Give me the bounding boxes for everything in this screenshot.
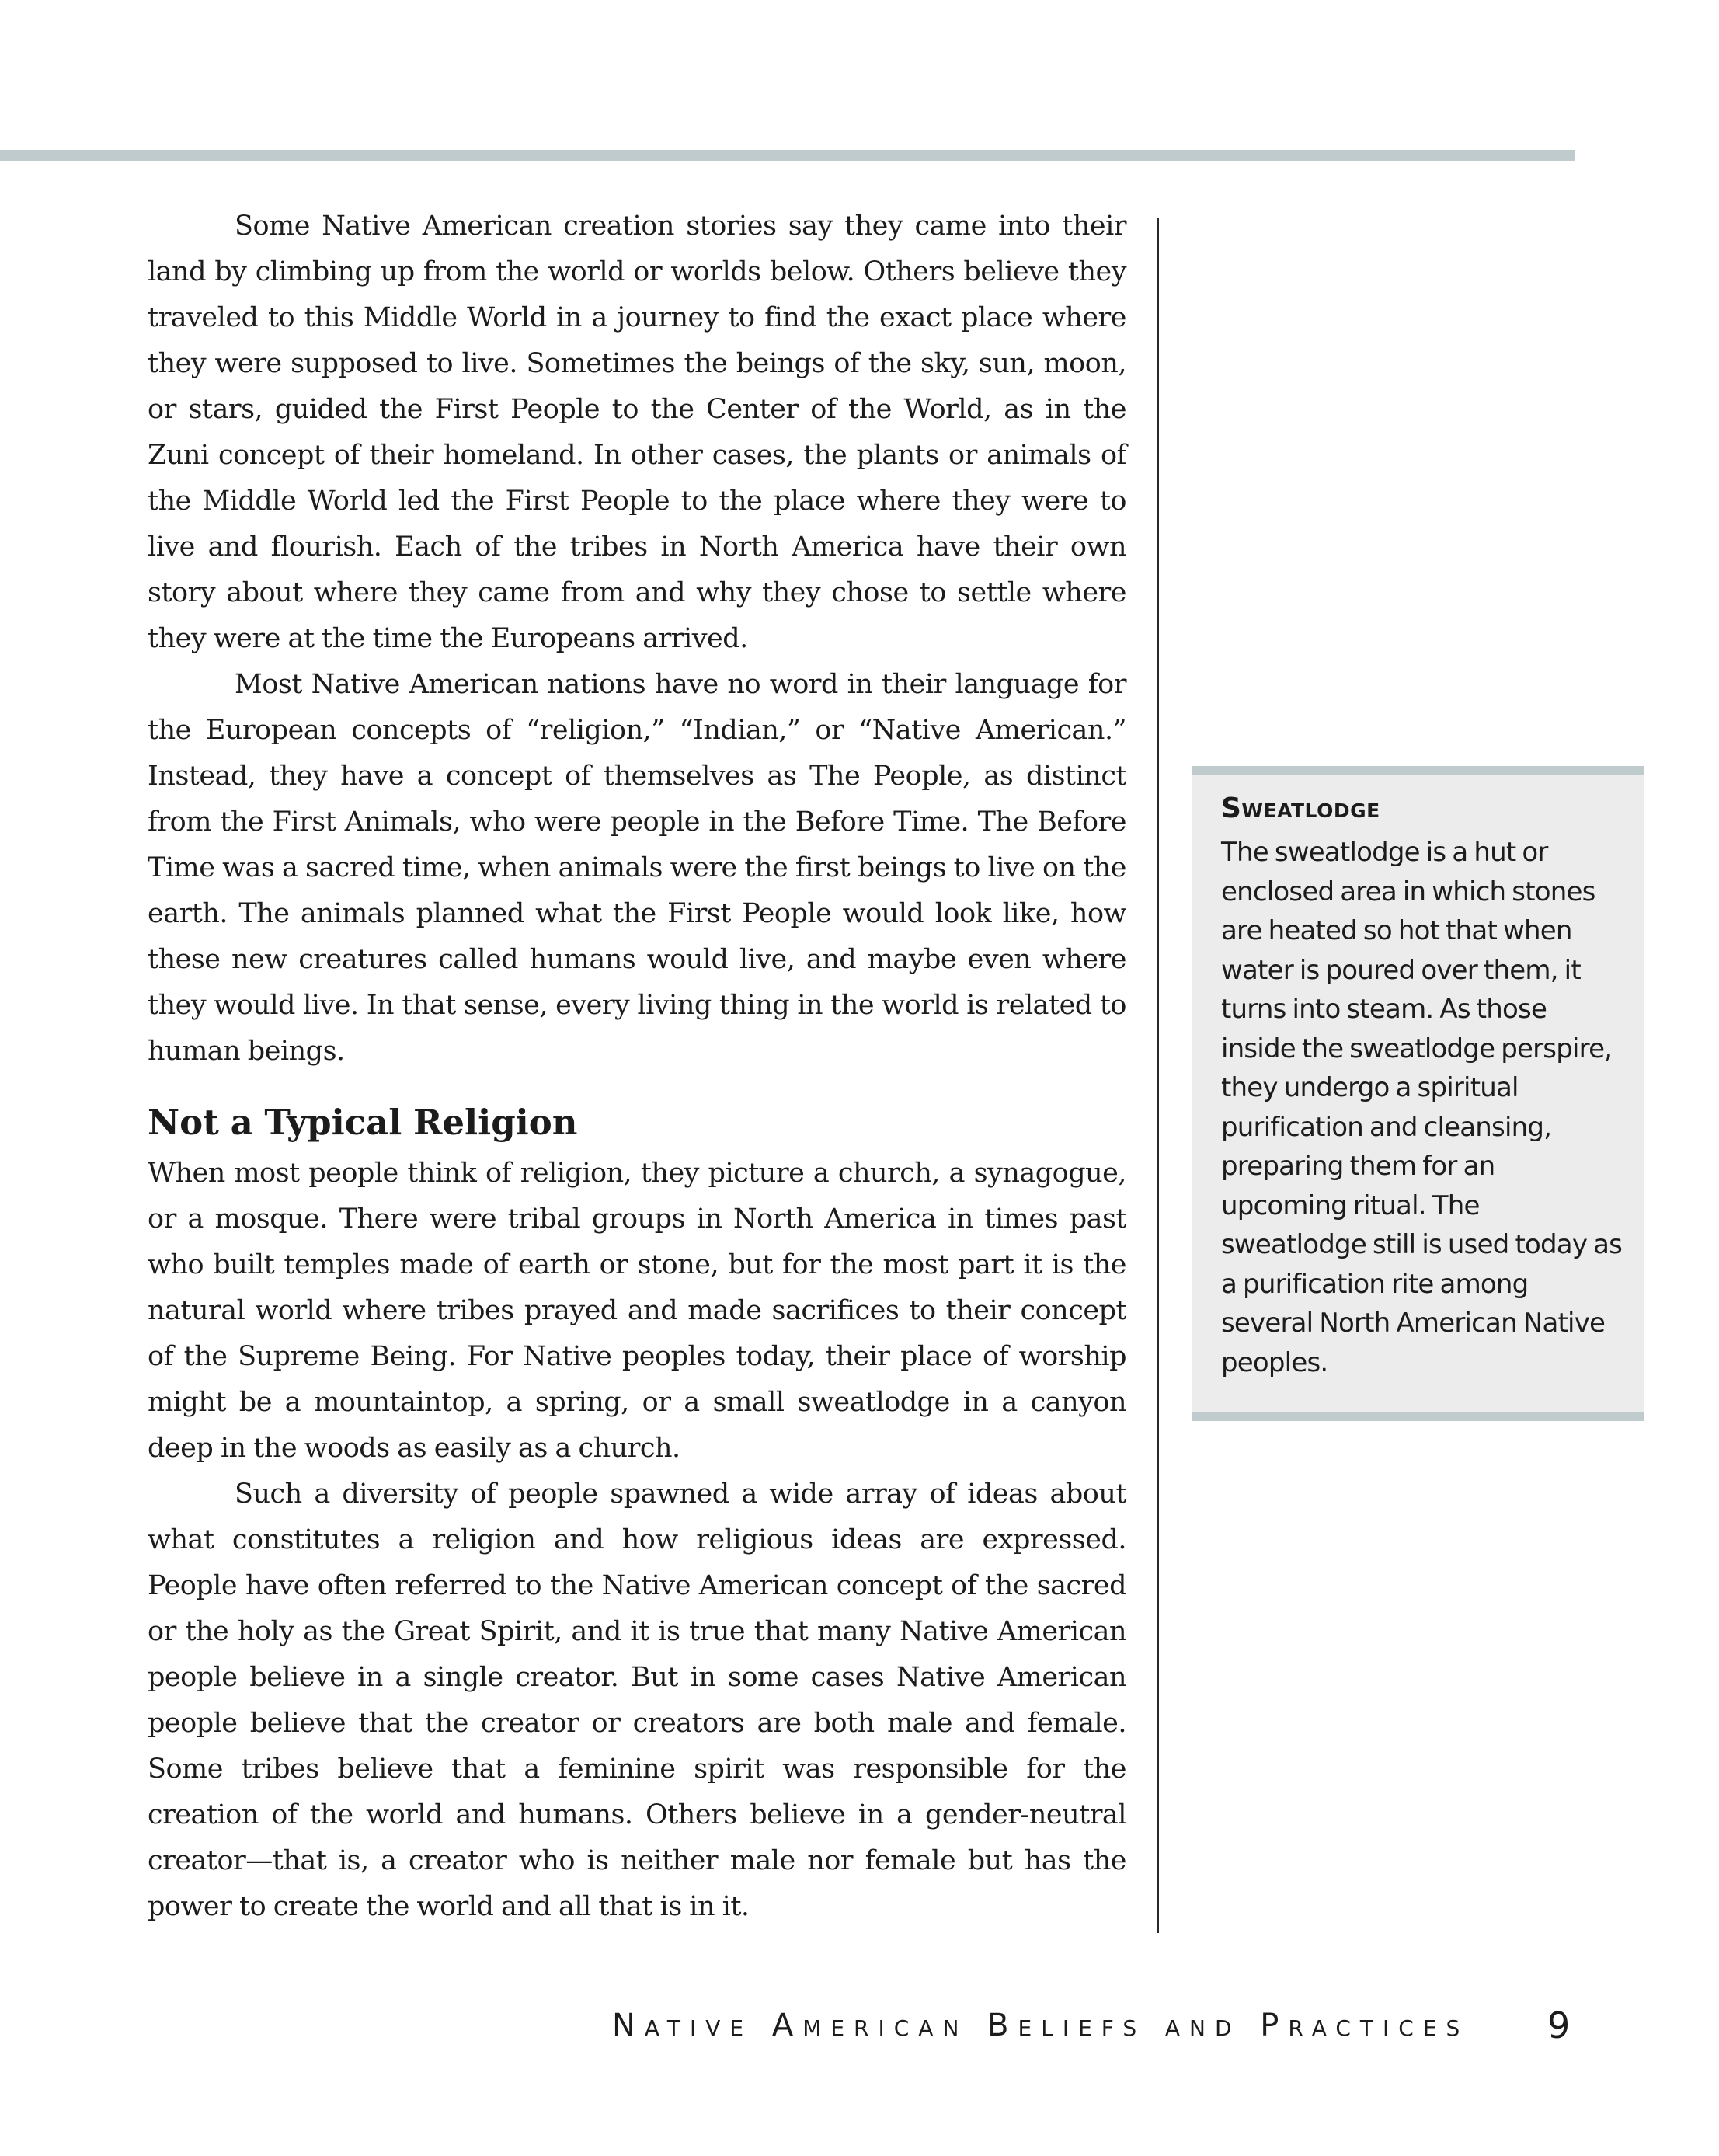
paragraph-places-of-worship: When most people think of religion, they picture a church, a synagogue, or a mosque. There were tribal groups in North America in times past who built temples made of earth or stone, but for the most part it is the natural world where tribes prayed and made sacrifices to their concept of the Supreme Being. For Native peoples today, their place of worship might be a mountaintop, a spring, or a small sweatlodge in a canyon deep in the woods as easily as a church. [148,1158,1126,1464]
paragraph-the-people: Most Native American nations have no word in their language for the European concepts of “religion,” “Indian,” or “Native American.” Instead, they have a concept of themselves as The People, as distinct from the First Animals, who were people in the Before Time. The Before Time was a sacred time, when animals were the first beings to live on the earth. The animals planned what the First People would look like, how these new creatures called humans would live, and maybe even where they would live. In that sense, every living thing in the world is related to human beings. [148,669,1126,1067]
page-number: 9 [1547,2004,1571,2046]
sidebar-box [1192,766,1644,1421]
column-divider [1157,218,1159,1933]
sidebar-body: The sweatlodge is a hut or enclosed area in which stones are heated so hot that when water is poured over them, it turns into steam. As those inside the sweatlodge perspire, they undergo a spiritual purification and cleansing, preparing them for an upcoming ritual. The sweatlodge still is used today as a purification rite among several North American Native peoples. [1221,837,1623,1378]
running-footer-title: Native American Beliefs and Practices [612,2008,1470,2043]
top-rule [0,150,1575,161]
paragraph-creation-stories: Some Native American creation stories say they came into their land by climbing up from the world or worlds below. Others believe they traveled to this Middle World in a journey to find the exact place where they were supposed to live. Sometimes the beings of the sky, sun, moon, or stars, guided the First People to the Center of the World, as in the Zuni concept of their homeland. In other cases, the plants or animals of the Middle World led the First People to the place where they were to live and flourish. Each of the tribes in North America have their own story about where they came from and why they chose to settle where they were at the time the Europeans arrived. [148,211,1126,654]
main-column [148,204,1126,1930]
sidebar-title: Sweatlodge [1221,792,1380,824]
section-heading: Not a Typical Religion [148,1102,578,1143]
paragraph-diversity-of-ideas: Such a diversity of people spawned a wide array of ideas about what constitutes a religion and how religious ideas are expressed. People have often referred to the Native American concept of the sacred or the holy as the Great Spirit, and it is true that many Native American people believe in a single creator. But in some cases Native American people believe that the creator or creators are both male and female. Some tribes believe that a feminine spirit was responsible for the creation of the world and humans. Others believe in a gender-neutral creator—that is, a creator who is neither male nor female but has the power to create the world and all that is in it. [148,1479,1126,1922]
